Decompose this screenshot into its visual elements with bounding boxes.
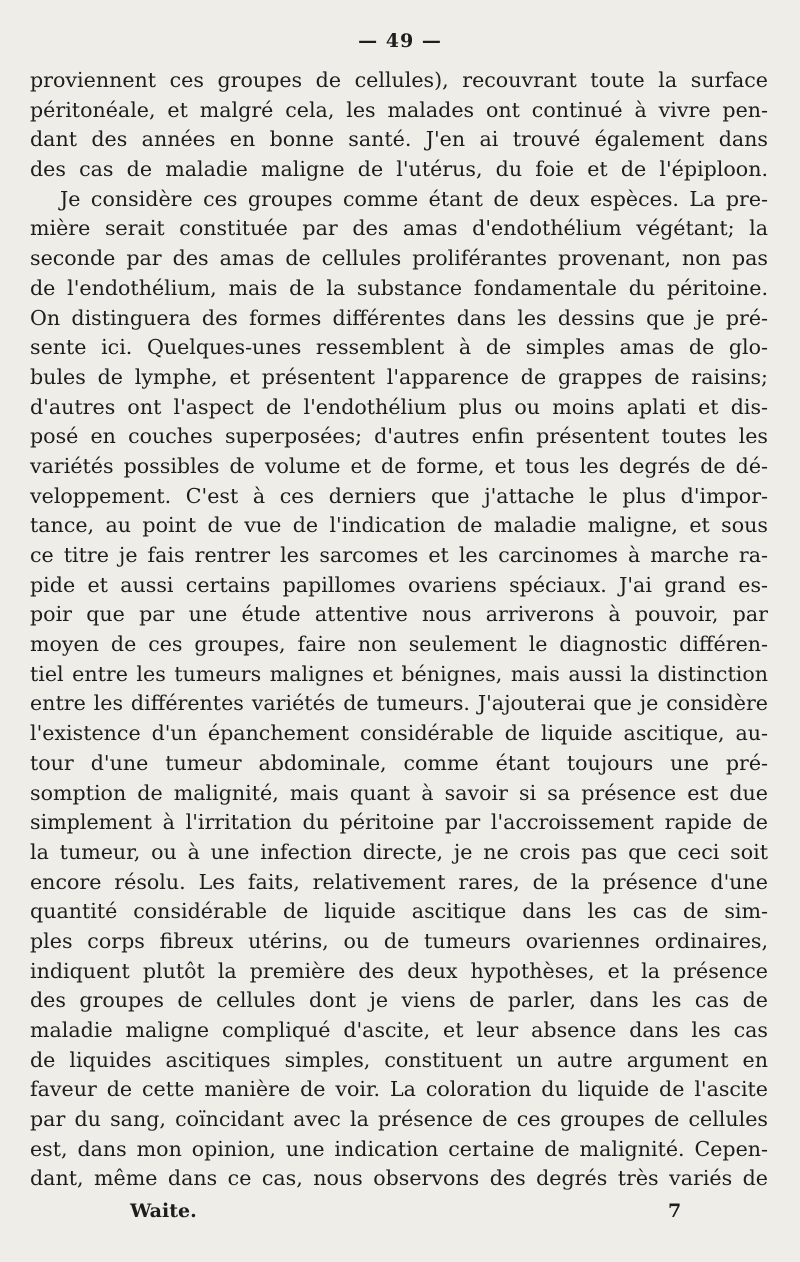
text-line: entre les différentes variétés de tumeurs. J'ajouterai que je considère bbox=[30, 691, 768, 716]
text-line: d'autres ont l'aspect de l'endothélium plus ou moins aplati et dis- bbox=[30, 394, 768, 419]
text-line: seconde par des amas de cellules proliférantes provenant, non pas bbox=[30, 246, 768, 271]
sheet-number: 7 bbox=[668, 1200, 682, 1222]
text-line: ples corps fibreux utérins, ou de tumeurs ovariennes ordinaires, bbox=[30, 928, 768, 953]
text-line: maladie maligne compliqué d'ascite, et leur absence dans les cas bbox=[30, 1018, 768, 1042]
text-line: mière serait constituée par des amas d'endothélium végétant; la bbox=[30, 216, 768, 241]
body-text bbox=[30, 66, 768, 1194]
text-line: somption de malignité, mais quant à savoir si sa présence est due bbox=[30, 780, 768, 805]
text-line: sente ici. Quelques-unes ressemblent à de simples amas de glo- bbox=[30, 335, 768, 360]
text-line: variétés possibles de volume et de forme, et tous les degrés de dé- bbox=[30, 453, 768, 478]
text-line: quantité considérable de liquide ascitique dans les cas de sim- bbox=[30, 899, 768, 924]
text-line: On distinguera des formes différentes dans les dessins que je pré- bbox=[30, 305, 768, 330]
text-line: encore résolu. Les faits, relativement rares, de la présence d'une bbox=[30, 869, 768, 894]
text-line: bules de lymphe, et présentent l'apparence de grappes de raisins; bbox=[30, 364, 768, 389]
text-line: de liquides ascitiques simples, constituent un autre argument en bbox=[30, 1047, 768, 1072]
text-line: tance, au point de vue de l'indication de maladie maligne, et sous bbox=[30, 513, 768, 538]
text-line: faveur de cette manière de voir. La coloration du liquide de l'ascite bbox=[30, 1077, 768, 1102]
text-line: Je considère ces groupes comme étant de deux espèces. La pre- bbox=[60, 186, 768, 211]
text-line: péritonéale, et malgré cela, les malades ont continué à vivre pen- bbox=[30, 97, 768, 122]
text-line: veloppement. C'est à ces derniers que j'attache le plus d'impor- bbox=[30, 483, 768, 508]
text-line: tour d'une tumeur abdominale, comme étant toujours une pré- bbox=[30, 750, 768, 775]
text-line: la tumeur, ou à une infection directe, je ne crois pas que ceci soit bbox=[30, 839, 768, 864]
text-line: pide et aussi certains papillomes ovariens spéciaux. J'ai grand es- bbox=[30, 572, 768, 597]
text-line: l'existence d'un épanchement considérable de liquide ascitique, au- bbox=[30, 721, 768, 746]
text-line: indiquent plutôt la première des deux hypothèses, et la présence bbox=[30, 958, 768, 983]
text-line: tiel entre les tumeurs malignes et bénignes, mais aussi la distinction bbox=[30, 661, 768, 686]
text-line: posé en couches superposées; d'autres enfin présentent toutes les bbox=[30, 424, 768, 449]
page-footer bbox=[0, 1200, 800, 1230]
text-line: des cas de maladie maligne de l'utérus, du foie et de l'épiploon. bbox=[30, 157, 768, 182]
text-line: par du sang, coïncidant avec la présence de ces groupes de cellules bbox=[30, 1107, 768, 1132]
text-line: poir que par une étude attentive nous arriverons à pouvoir, par bbox=[30, 602, 768, 627]
text-line: ce titre je fais rentrer les sarcomes et les carcinomes à marche ra- bbox=[30, 543, 768, 567]
text-line: des groupes de cellules dont je viens de parler, dans les cas de bbox=[30, 988, 768, 1013]
text-line: proviennent ces groupes de cellules), recouvrant toute la surface bbox=[30, 68, 768, 92]
text-line: de l'endothélium, mais de la substance fondamentale du péritoine. bbox=[30, 275, 768, 300]
text-line: est, dans mon opinion, une indication certaine de malignité. Cepen- bbox=[30, 1136, 768, 1161]
text-line: dant des années en bonne santé. J'en ai trouvé également dans bbox=[30, 127, 768, 152]
signature-mark: Waite. bbox=[130, 1200, 197, 1222]
text-line: dant, même dans ce cas, nous observons des degrés très variés de bbox=[30, 1166, 768, 1191]
text-line: moyen de ces groupes, faire non seulement le diagnostic différen- bbox=[30, 632, 768, 657]
page-number: — 49 — bbox=[358, 30, 442, 52]
text-line: simplement à l'irritation du péritoine par l'accroissement rapide de bbox=[30, 810, 768, 835]
